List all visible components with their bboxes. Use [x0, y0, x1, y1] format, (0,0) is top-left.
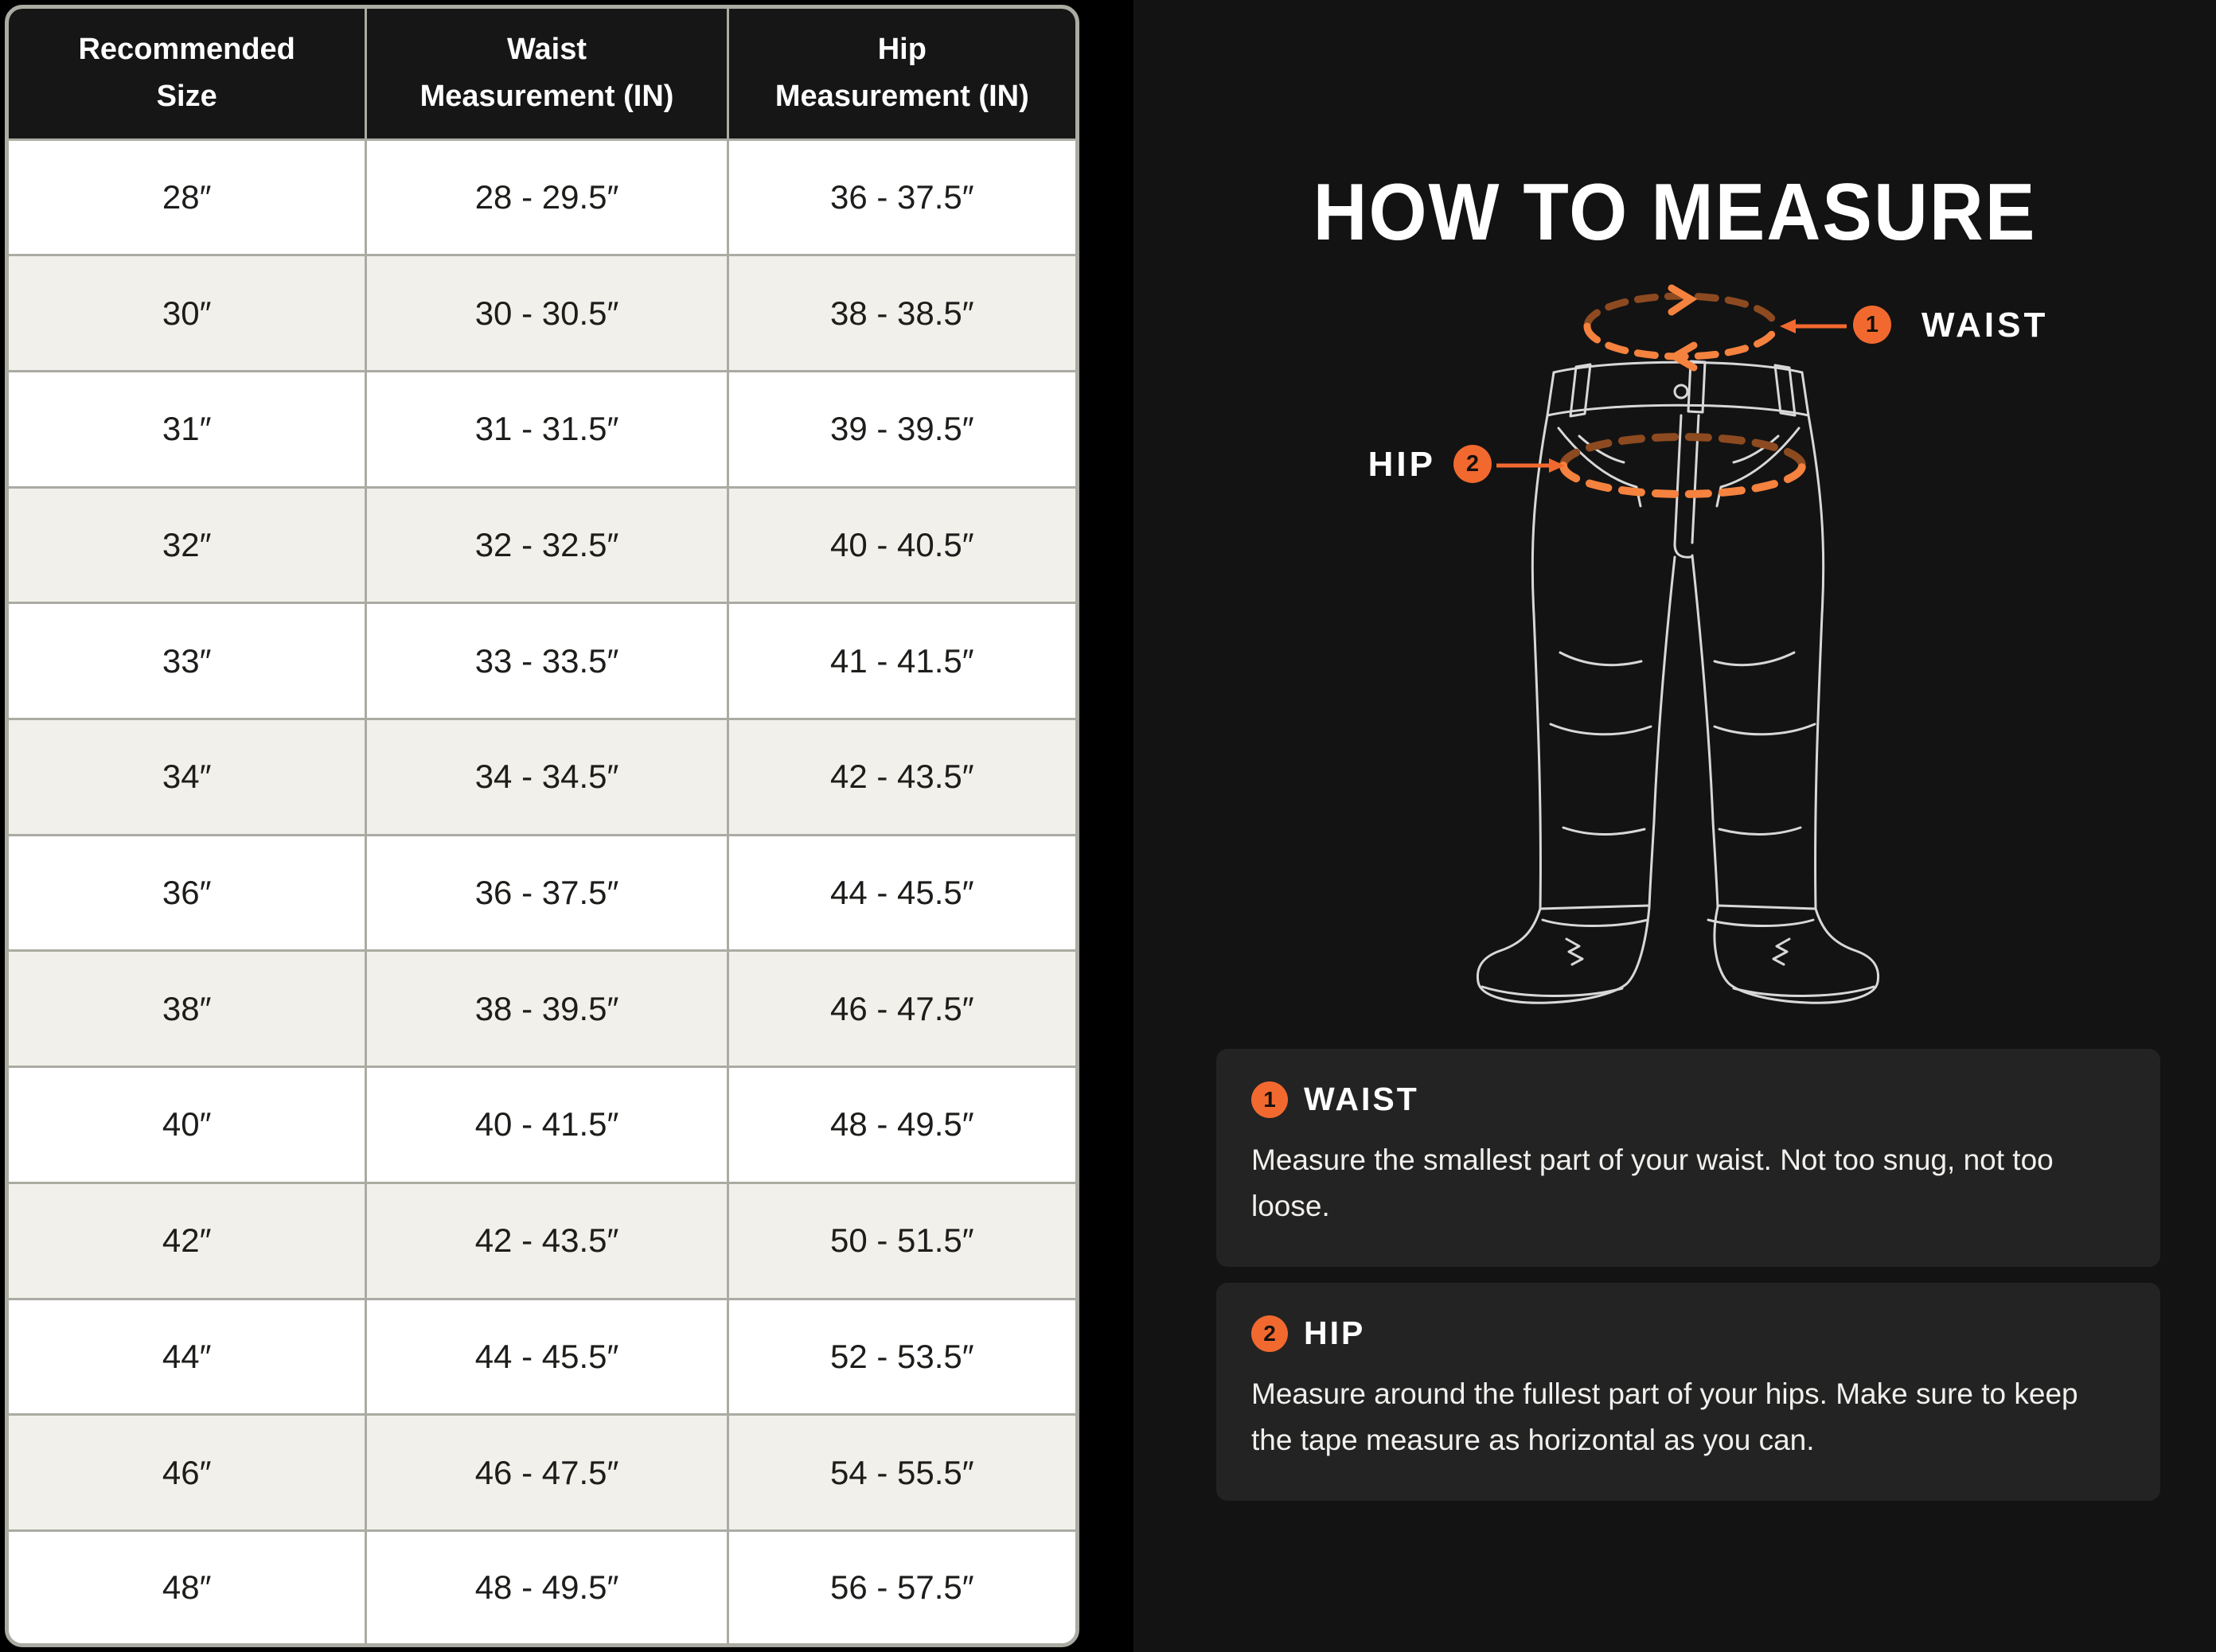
table-row: [9, 139, 1075, 255]
table-cell: 30″: [9, 255, 366, 372]
size-chart-table: [9, 9, 1075, 1643]
table-cell: 46 - 47.5″: [728, 951, 1075, 1067]
table-cell: 36″: [9, 835, 366, 951]
table-row: [9, 1067, 1075, 1183]
table-cell: 34″: [9, 719, 366, 836]
table-cell: 44 - 45.5″: [728, 835, 1075, 951]
page-title: HOW TO MEASURE: [1313, 166, 2037, 257]
table-cell: 54 - 55.5″: [728, 1415, 1075, 1531]
table-cell: 46″: [9, 1415, 366, 1531]
table-row: [9, 371, 1075, 487]
table-cell: 32″: [9, 487, 366, 603]
table-row: [9, 487, 1075, 603]
waist-measure-ellipse: [1587, 288, 1775, 368]
table-cell: 36 - 37.5″: [728, 139, 1075, 255]
how-to-measure-panel: [1133, 0, 2216, 1652]
table-cell: 48 - 49.5″: [366, 1530, 728, 1643]
table-cell: 42 - 43.5″: [728, 719, 1075, 836]
table-cell: 42 - 43.5″: [366, 1183, 728, 1299]
column-header-line: Hip: [877, 33, 927, 67]
waist-card-badge: 1: [1251, 1081, 1288, 1118]
table-cell: 40″: [9, 1067, 366, 1183]
column-header-line: Size: [156, 80, 217, 114]
table-cell: 40 - 41.5″: [366, 1067, 728, 1183]
table-cell: 50 - 51.5″: [728, 1183, 1075, 1299]
hip-instruction-card: [1216, 1283, 2160, 1501]
waist-instruction-card: [1216, 1049, 2160, 1267]
size-chart-table-panel: [5, 5, 1079, 1647]
table-cell: 30 - 30.5″: [366, 255, 728, 372]
table-cell: 31 - 31.5″: [366, 371, 728, 487]
table-row: [9, 1530, 1075, 1643]
table-row: [9, 719, 1075, 836]
pants-outline: [1477, 361, 1878, 1003]
table-cell: 56 - 57.5″: [728, 1530, 1075, 1643]
table-cell: 44 - 45.5″: [366, 1299, 728, 1415]
hip-diagram-label: HIP: [1367, 445, 1436, 484]
hip-card-badge: 2: [1251, 1315, 1288, 1352]
table-cell: 44″: [9, 1299, 366, 1415]
pants-line-art: [1133, 279, 2216, 1019]
table-row: [9, 835, 1075, 951]
table-cell: 34 - 34.5″: [366, 719, 728, 836]
column-header-recommended-size: [9, 9, 366, 139]
waist-connector-line: [1780, 319, 1847, 333]
card-header: [1251, 1081, 2125, 1118]
column-header-waist-measurement: [366, 9, 728, 139]
hip-connector-line: [1496, 458, 1565, 473]
table-cell: 33″: [9, 603, 366, 719]
table-cell: 28″: [9, 139, 366, 255]
column-header-line: Measurement (IN): [419, 80, 674, 114]
table-cell: 38 - 39.5″: [366, 951, 728, 1067]
hip-card-body: Measure around the fullest part of your hips. Make sure to keep the tape measure as horizontal as you can.: [1251, 1377, 2078, 1457]
hip-step-badge: 2: [1453, 445, 1492, 483]
measurement-diagram: [1133, 279, 2216, 1019]
column-header-line: Measurement (IN): [774, 80, 1029, 114]
table-cell: 31″: [9, 371, 366, 487]
table-cell: 46 - 47.5″: [366, 1415, 728, 1531]
table-cell: 48 - 49.5″: [728, 1067, 1075, 1183]
table-cell: 33 - 33.5″: [366, 603, 728, 719]
table-row: [9, 1183, 1075, 1299]
table-row: [9, 255, 1075, 372]
card-header: [1251, 1315, 2125, 1352]
table-cell: 52 - 53.5″: [728, 1299, 1075, 1415]
hip-measure-ellipse: [1563, 437, 1802, 494]
waist-diagram-label: WAIST: [1921, 306, 2049, 345]
table-cell: 39 - 39.5″: [728, 371, 1075, 487]
table-row: [9, 951, 1075, 1067]
waist-step-badge: 1: [1853, 306, 1891, 344]
table-cell: 41 - 41.5″: [728, 603, 1075, 719]
table-cell: 42″: [9, 1183, 366, 1299]
table-row: [9, 1299, 1075, 1415]
waist-card-body: Measure the smallest part of your waist. Not too snug, not too loose.: [1251, 1144, 2054, 1223]
hip-card-title: HIP: [1304, 1315, 1366, 1351]
column-header-line: Recommended: [78, 33, 295, 67]
waist-card-title: WAIST: [1304, 1081, 1419, 1117]
size-table-body: [9, 139, 1075, 1643]
table-cell: 32 - 32.5″: [366, 487, 728, 603]
table-row: [9, 603, 1075, 719]
tape-arrow-right-icon: [1672, 288, 1691, 312]
table-cell: 28 - 29.5″: [366, 139, 728, 255]
table-cell: 38″: [9, 951, 366, 1067]
table-cell: 38 - 38.5″: [728, 255, 1075, 372]
size-table-header: [9, 9, 1075, 139]
table-cell: 36 - 37.5″: [366, 835, 728, 951]
table-cell: 48″: [9, 1530, 366, 1643]
arrowhead-left-icon: [1780, 319, 1796, 333]
table-cell: 40 - 40.5″: [728, 487, 1075, 603]
table-row: [9, 1415, 1075, 1531]
column-header-hip-measurement: [728, 9, 1075, 139]
column-header-line: Waist: [507, 33, 587, 67]
